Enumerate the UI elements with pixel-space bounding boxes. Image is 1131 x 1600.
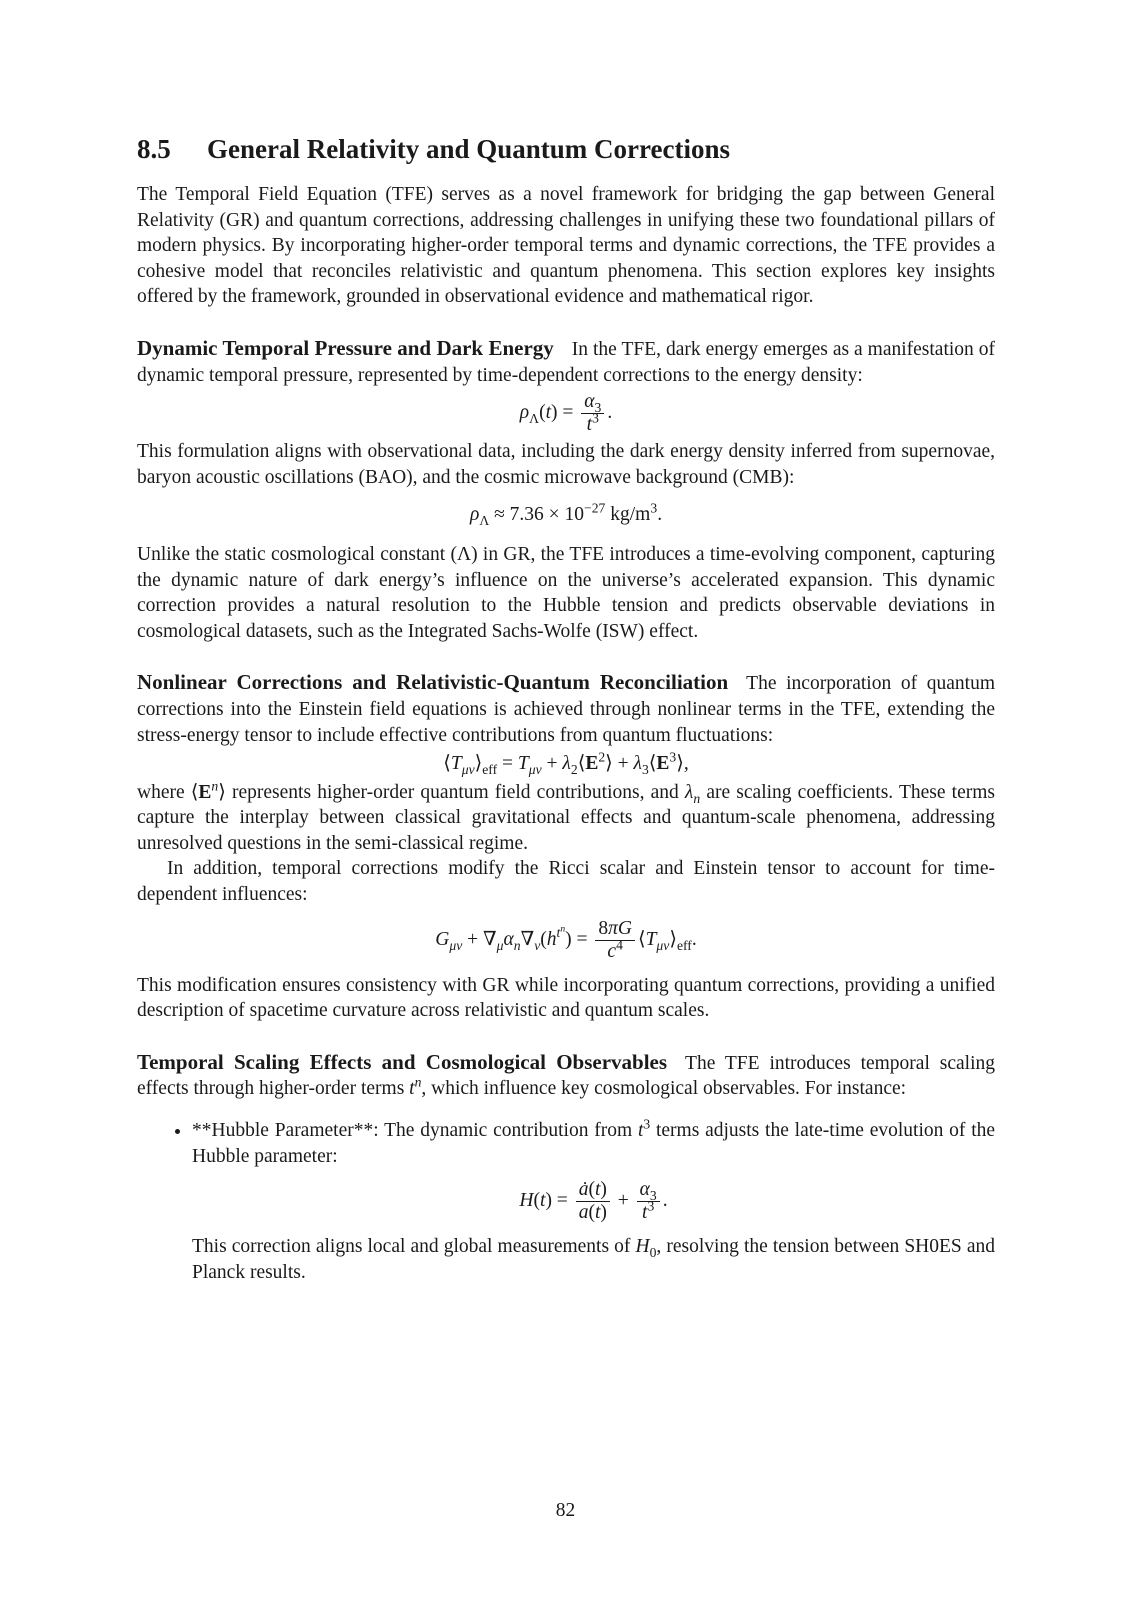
section-number: 8.5 — [137, 134, 171, 164]
page-number: 82 — [555, 1500, 576, 1521]
page-content — [137, 132, 995, 1285]
equation-hubble-parameter: H(t) = $\frac{ȧ(t)}{a(t)}$ + $\frac{\alpha_3}{t^3}$ . — [519, 1179, 668, 1224]
subsection-nonlinear — [137, 670, 995, 1024]
section-heading — [137, 132, 995, 166]
equation-rho-lambda-value: $\rho_\Lambda \approx 7.36 \times 10^{-27}$ $kg/m^3$. — [469, 500, 663, 529]
subsection-dark-energy — [137, 336, 995, 644]
dark-energy-paragraph-3: Unlike the static cosmological constant (Λ) in GR, the TFE introduces a time-evolving component, capturing the dynamic nature of dark energy’s influence on the universe’s accelerated expansion. This dynamic correction provides a natural resolution to the Hubble tension and predicts observable deviations in cosmological datasets, such as the Integrated Sachs-Wolfe (ISW) effect. — [137, 543, 995, 642]
list-item-hubble: • **Hubble Parameter**: The dynamic contribution from $t^3$ terms adjusts the late-time evolution of the Hubble parameter: H(t) = $\frac{ȧ(t)}{a(t)}$ + $\frac{\alpha_3}{t^3}$ . This correction aligns local and global measurements of $H_0$, resolving the tension between SH0ES and Planck results. — [192, 1118, 995, 1285]
scaling-heading: Temporal Scaling Effects and Cosmological Observables — [137, 1049, 668, 1074]
observables-list — [137, 1118, 995, 1285]
nonlinear-paragraph-2: where $⟨E^n⟩$ represents higher-order quantum field contributions, and $\lambda_n$ are scaling coefficients. These terms capture the interplay between classical gravitational effects and quantum-scale phenomena, addressing unresolved questions in the semi-classical regime. — [137, 778, 995, 854]
scaling-lead-paragraph: Temporal Scaling Effects and Cosmological Observables The TFE introduces temporal scaling effects through higher-order terms $t^n$, which influence key cosmological observables. For instance: — [137, 1049, 995, 1100]
equation-effective-stress-energy: $⟨T_{\mu\nu}⟩_{eff} = T_{\mu\nu}$ + $\lambda_2⟨E^2⟩$ + $\lambda_3⟨E^3⟩$, — [443, 749, 689, 777]
nonlinear-heading: Nonlinear Corrections and Relativistic-Quantum Reconciliation — [137, 670, 729, 695]
nonlinear-paragraph-4: This modification ensures consistency with GR while incorporating quantum corrections, providing a unified description of spacetime curvature across relativistic and quantum scales. — [137, 974, 995, 1022]
intro-paragraph: The Temporal Field Equation (TFE) serves as a novel framework for bridging the gap between General Relativity (GR) and quantum corrections, addressing challenges in unifying these two foundational pillars of modern physics. By incorporating higher-order temporal terms and dynamic corrections, the TFE provides a cohesive model that reconciles relativistic and quantum phenomena. This section explores key insights offered by the framework, grounded in observational evidence and mathematical rigor. — [137, 184, 995, 308]
equation-rho-lambda-t: $\rho_\Lambda(t)$ = $\frac{\alpha_3}{t^3}$ . — [519, 391, 613, 436]
nonlinear-paragraph-3: In addition, temporal corrections modify the Ricci scalar and Einstein tensor to account for time-dependent influences: — [137, 858, 995, 906]
nonlinear-lead-paragraph: Nonlinear Corrections and Relativistic-Quantum Reconciliation The incorporation of quantum corrections into the Einstein field equations is achieved through nonlinear terms in the TFE, extending the stress-energy tensor to include effective contributions from quantum fluctuations: — [137, 670, 995, 746]
equation-modified-einstein: $G_{\mu\nu} + \nabla_\mu\alpha_n\nabla_\nu(h^{t^n})$ = $\frac{8\pi G}{c^4}$ $⟨T_{\mu\nu}⟩_{eff}$. — [435, 917, 697, 962]
section-title: General Relativity and Quantum Corrections — [207, 134, 730, 164]
dark-energy-lead-paragraph: Dynamic Temporal Pressure and Dark Energy In the TFE, dark energy emerges as a manifestation of dynamic temporal pressure, represented by time-dependent corrections to the energy density: — [137, 335, 996, 386]
dark-energy-paragraph-2: This formulation aligns with observational data, including the dark energy density inferred from supernovae, baryon acoustic oscillations (BAO), and the cosmic microwave background (CMB): — [137, 441, 995, 488]
subsection-scaling — [137, 1050, 995, 1286]
dark-energy-heading: Dynamic Temporal Pressure and Dark Energy — [137, 335, 554, 360]
